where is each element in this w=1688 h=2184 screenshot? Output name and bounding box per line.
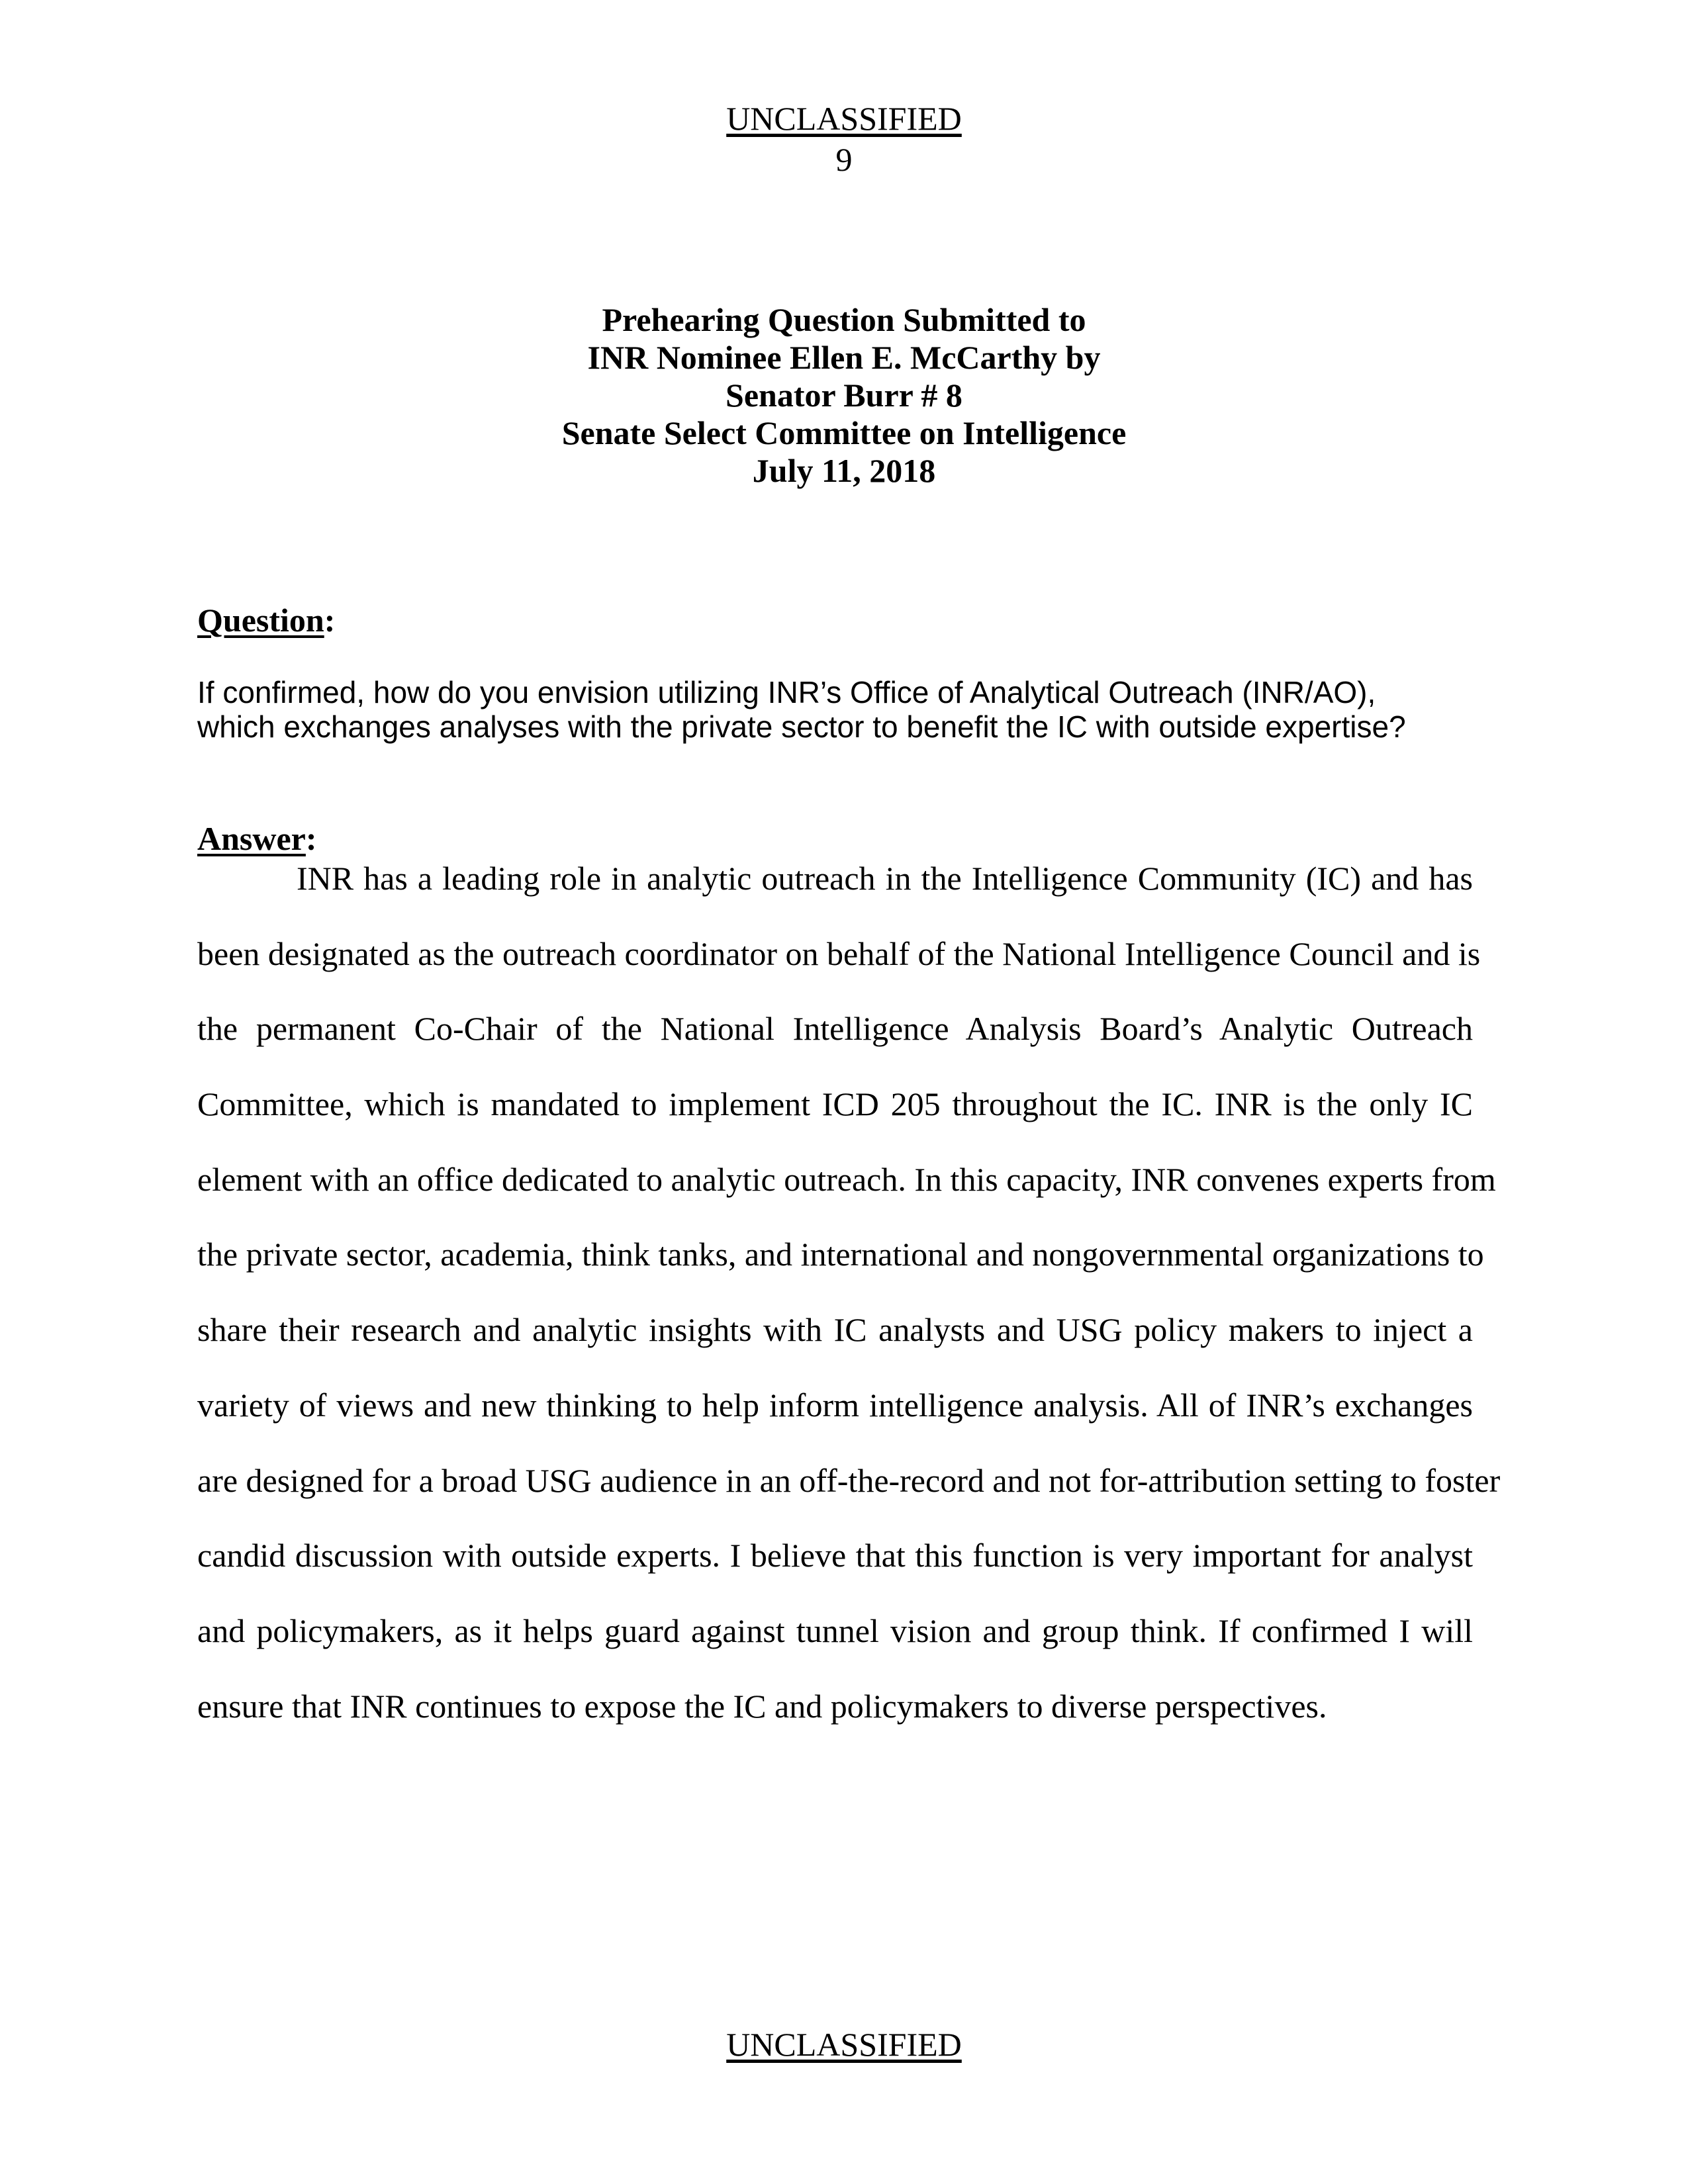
answer-line: ensure that INR continues to expose the IC and policymakers to diverse perspectives. bbox=[197, 1687, 1327, 1725]
answer-line: share their research and analytic insights with IC analysts and USG policy makers to inject a bbox=[197, 1311, 1473, 1349]
question-line: If confirmed, how do you envision utilizing INR’s Office of Analytical Outreach (INR/AO), bbox=[197, 675, 1376, 709]
title-line: Prehearing Question Submitted to bbox=[602, 301, 1086, 338]
answer-line: element with an office dedicated to analytic outreach. In this capacity, INR convenes experts from bbox=[197, 1160, 1496, 1198]
answer-line: INR has a leading role in analytic outreach in the Intelligence Community (IC) and has bbox=[297, 860, 1473, 897]
answer-line: Committee, which is mandated to implement ICD 205 throughout the IC. INR is the only IC bbox=[197, 1085, 1473, 1123]
header-classification: UNCLASSIFIED bbox=[726, 100, 962, 137]
answer-line: been designated as the outreach coordinator on behalf of the National Intelligence Council and is bbox=[197, 934, 1481, 972]
question-text bbox=[197, 675, 1475, 744]
question-line: which exchanges analyses with the private sector to benefit the IC with outside expertise? bbox=[197, 709, 1406, 744]
title-line: INR Nominee Ellen E. McCarthy by bbox=[587, 339, 1101, 376]
answer-text bbox=[197, 855, 1501, 1758]
answer-line: the permanent Co-Chair of the National Intelligence Analysis Board’s Analytic Outreach bbox=[197, 1010, 1473, 1048]
question-label: Question: bbox=[197, 602, 336, 639]
page-number: 9 bbox=[835, 141, 853, 178]
document-title bbox=[0, 301, 1688, 490]
answer-line: candid discussion with outside experts. I believe that this function is very important for analyst bbox=[197, 1537, 1473, 1574]
title-line: Senator Burr # 8 bbox=[726, 377, 962, 414]
answer-label: Answer: bbox=[197, 820, 317, 857]
answer-label-text: Answer bbox=[197, 820, 306, 857]
question-label-text: Question bbox=[197, 602, 324, 639]
answer-line: the private sector, academia, think tanks, and international and nongovernmental organizations to bbox=[197, 1236, 1484, 1273]
answer-line: and policymakers, as it helps guard against tunnel vision and group think. If confirmed I will bbox=[197, 1612, 1473, 1649]
title-line: Senate Select Committee on Intelligence bbox=[561, 414, 1127, 451]
answer-line: variety of views and new thinking to help inform intelligence analysis. All of INR’s exchanges bbox=[197, 1386, 1473, 1424]
title-line: July 11, 2018 bbox=[752, 452, 936, 489]
answer-line: are designed for a broad USG audience in an off-the-record and not for-attribution setting to foster bbox=[197, 1461, 1501, 1499]
footer-classification: UNCLASSIFIED bbox=[726, 2026, 962, 2063]
